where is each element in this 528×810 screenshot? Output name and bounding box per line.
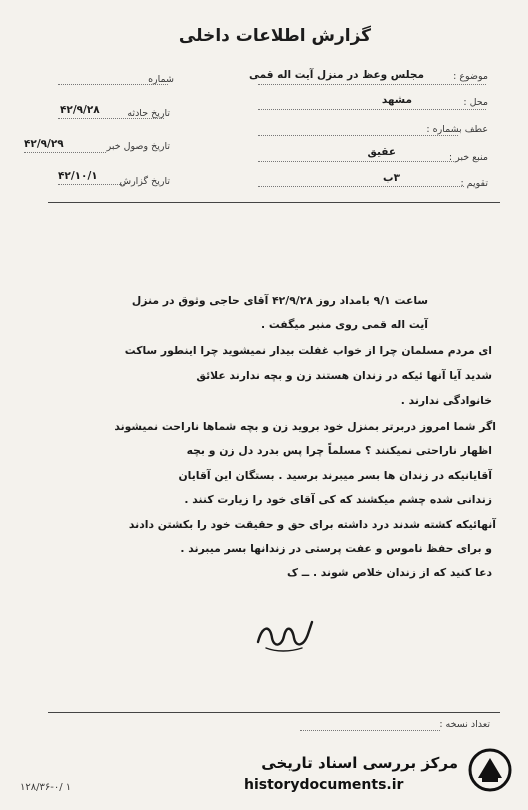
body-line: دعا کنید که از زندان خلاص شوند . ــ ک bbox=[286, 566, 492, 579]
receipt-date-value: ۴۲/۹/۲۹ bbox=[24, 138, 64, 150]
place-value: مشهد bbox=[381, 94, 412, 106]
number-dotted-line bbox=[58, 84, 168, 85]
copies-dotted-line bbox=[300, 730, 440, 731]
body-line: خانوادگی ندارند . bbox=[400, 394, 492, 407]
body-line: آقایانیکه در زندان ها بسر میبرند برسید . بستگان این آقایان bbox=[178, 469, 492, 482]
body-line: اظهار ناراحتی نمیکنند ؟ مسلماً چرا پس بدرد دل زن و بچه bbox=[186, 444, 492, 457]
body-line: آنهائیکه کشته شدند درد داشته برای حق و حقیقت خود را بکشتن دادند bbox=[128, 518, 496, 531]
subject-dotted-line bbox=[258, 84, 486, 85]
source-label: منبع خبر : bbox=[448, 152, 488, 163]
number-label: شماره bbox=[148, 74, 174, 85]
place-dotted-line bbox=[258, 109, 486, 110]
body-line: و برای حفظ ناموس و عفت پرستی در زندانها بسر میبرند . bbox=[180, 542, 492, 555]
watermark-org-name: مرکز بررسی اسناد تاریخی bbox=[261, 754, 458, 772]
evaluation-dotted-line bbox=[258, 186, 464, 187]
evaluation-value: ۳ب bbox=[383, 172, 400, 184]
receipt-date-label: تاریخ وصول خبر bbox=[106, 141, 170, 152]
body-line: اگر شما امروز دربرتر بمنزل خود بروید زن و بچه شماها ناراحت نمیشوند bbox=[114, 420, 496, 433]
report-date-dotted-line bbox=[58, 184, 124, 185]
evaluation-label: تقویم : bbox=[460, 178, 488, 189]
report-title: گزارش اطلاعات داخلی bbox=[178, 26, 372, 46]
report-date-label: تاریخ گزارش bbox=[119, 176, 170, 187]
place-label: محل : bbox=[463, 97, 488, 108]
footer-divider bbox=[48, 712, 500, 713]
subject-value: مجلس وعظ در منزل آیت اله قمی bbox=[248, 69, 424, 81]
event-date-label: تاریخ حادثه bbox=[127, 108, 170, 119]
report-date-value: ۴۲/۱۰/۱ bbox=[58, 170, 98, 182]
body-line: آیت اله قمی روی منبر میگفت . bbox=[261, 318, 428, 331]
source-dotted-line bbox=[258, 161, 456, 162]
body-line: شدید آیا آنها ئیکه در زندان هستند زن و بچه ندارند علائق bbox=[196, 369, 492, 382]
reference-label: عطف بشماره : bbox=[426, 124, 488, 135]
reference-dotted-line bbox=[258, 135, 458, 136]
body-line: ساعت ۹/۱ بامداد روز ۴۲/۹/۲۸ آقای حاجی وثوق در منزل bbox=[131, 294, 428, 307]
copies-label: تعداد نسخه : bbox=[439, 719, 490, 730]
document-number: ۱۲۸/۳۶-۰/ ۱ bbox=[20, 782, 72, 793]
signature bbox=[252, 612, 318, 658]
receipt-date-dotted-line bbox=[24, 152, 106, 153]
archive-logo-icon bbox=[468, 748, 512, 792]
body-line: زندانی شده چشم میکشند که کی آقای خود را زیارت کنند . bbox=[184, 493, 492, 506]
watermark-url: historydocuments.ir bbox=[244, 777, 404, 793]
subject-label: موضوع : bbox=[453, 71, 488, 82]
event-date-dotted-line bbox=[58, 118, 164, 119]
event-date-value: ۴۲/۹/۲۸ bbox=[60, 104, 100, 116]
source-value: عقیق bbox=[367, 146, 396, 158]
body-line: ای مردم مسلمان چرا از خواب غفلت بیدار نمیشوید چرا اینطور ساکت bbox=[124, 344, 492, 357]
header-divider bbox=[48, 202, 500, 203]
